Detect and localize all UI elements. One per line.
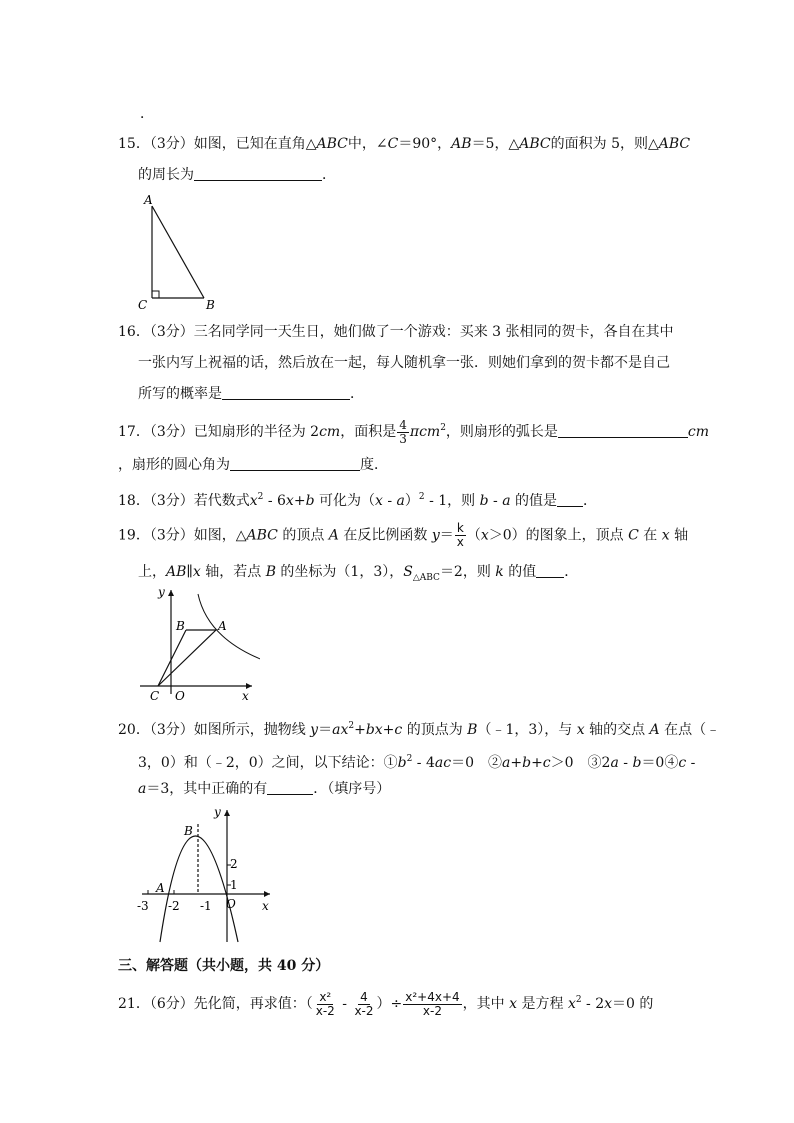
- q20-line1: [118, 716, 720, 740]
- var-abc: ABC: [519, 136, 551, 152]
- text: +: [531, 755, 543, 771]
- text: - 6: [263, 493, 286, 509]
- text: ，面积是: [340, 424, 397, 440]
- var-x: x: [567, 996, 576, 1012]
- text: 21．（6分）先化简，再求值：（: [118, 996, 313, 1012]
- label-y: y: [214, 805, 221, 819]
- answer-blank[interactable]: [557, 492, 583, 507]
- label-a: A: [144, 193, 153, 207]
- var-abc: ABC: [246, 527, 278, 544]
- q19-line1: [118, 522, 688, 549]
- var-c: c: [394, 722, 403, 738]
- var-a: a: [138, 781, 147, 797]
- text: 17．（3分）已知扇形的半径为 2: [118, 424, 320, 440]
- text: ）÷: [376, 996, 403, 1012]
- y-axis-arrow: [168, 590, 174, 596]
- var-a: a: [502, 493, 511, 509]
- text: ＝: [318, 722, 333, 738]
- text: -: [686, 755, 696, 771]
- exp: 2: [348, 721, 355, 731]
- fraction-1: [314, 991, 337, 1018]
- text: 3，0）和（﹣2，0）之间，以下结论：①: [138, 755, 398, 771]
- exp: 2: [257, 492, 264, 502]
- var-b: b: [305, 493, 315, 509]
- stray-dot: ．: [140, 106, 154, 122]
- text: ）: [404, 493, 419, 509]
- text: ＞0 ③2: [550, 755, 611, 771]
- answer-blank[interactable]: [536, 563, 564, 578]
- var-x: x: [374, 493, 383, 509]
- exp: 2: [575, 995, 582, 1005]
- var-ab: AB: [166, 564, 187, 580]
- var-x: x: [509, 996, 518, 1012]
- exp: 2: [406, 754, 413, 764]
- var-x: x: [661, 527, 670, 544]
- unit-cm: cm: [687, 424, 710, 440]
- text: 的坐标为（1，3），: [275, 564, 404, 580]
- denominator: x: [456, 535, 464, 549]
- subscript: △ABC: [412, 572, 440, 583]
- x-axis-arrow: [264, 891, 270, 897]
- text: ＝: [439, 527, 454, 544]
- fraction-k-x: [455, 522, 466, 549]
- var-y: y: [431, 527, 440, 544]
- exp: 2: [418, 492, 425, 502]
- var-k: k: [495, 564, 504, 580]
- text: 15．（3分）如图，已知在直角△: [118, 136, 317, 152]
- q15-line1: [118, 134, 690, 154]
- label-a: A: [156, 881, 165, 895]
- denominator: x-2: [315, 1003, 335, 1018]
- denominator: x-2: [422, 1003, 442, 1018]
- var-b: b: [632, 755, 642, 771]
- term-ax: ax: [332, 722, 349, 738]
- text: 中，∠: [347, 136, 388, 152]
- q19-hyperbola-figure: [130, 582, 260, 704]
- text: 19．（3分）如图，△: [118, 527, 247, 544]
- label-y: y: [158, 585, 165, 599]
- text: （﹣1，3），与: [477, 722, 577, 738]
- label-b: B: [176, 619, 185, 633]
- side-ab: [152, 206, 204, 298]
- label-o: O: [226, 897, 236, 911]
- text: -: [618, 755, 633, 771]
- text: 的值是: [510, 493, 558, 509]
- label-m2: -2: [168, 899, 180, 913]
- text: +: [510, 755, 523, 771]
- q21-line: [118, 990, 653, 1018]
- fraction-4-3: [397, 419, 409, 446]
- text: - 2: [581, 996, 605, 1012]
- numerator: k: [456, 521, 464, 535]
- q16-line1: 16．（3分）三名同学同一天生日，她们做了一个游戏：买来 3 张相同的贺卡，各自在其中: [118, 324, 674, 340]
- segment-ac: [158, 630, 216, 686]
- answer-blank[interactable]: [558, 423, 688, 438]
- unit-cm: cm: [419, 424, 441, 440]
- term-ac: ac: [434, 755, 452, 771]
- text: 在: [638, 527, 662, 544]
- text: ．: [564, 564, 579, 580]
- var-b-point: B: [467, 722, 478, 738]
- var-abc: ABC: [658, 136, 691, 152]
- text: ＝2，则: [439, 564, 496, 580]
- q17-line2: [118, 455, 388, 475]
- label-x: x: [262, 899, 269, 913]
- text: 度．: [360, 457, 388, 473]
- answer-blank[interactable]: [230, 456, 360, 471]
- text: 在点（﹣: [659, 722, 721, 738]
- text: 可化为（: [314, 493, 375, 509]
- text: -: [337, 996, 352, 1012]
- text: ∥: [186, 564, 193, 580]
- numerator: 4: [399, 417, 407, 432]
- text: 的周长为: [138, 167, 194, 183]
- numerator: 4: [360, 989, 368, 1004]
- text: ＝0 ②: [451, 755, 502, 771]
- q20-line2: [138, 749, 695, 773]
- var-a: a: [396, 493, 405, 509]
- var-b: b: [522, 755, 532, 771]
- text: （: [466, 527, 481, 544]
- text: 在反比例函数: [338, 527, 432, 544]
- text: ．: [583, 493, 598, 509]
- numerator: x²: [319, 989, 332, 1004]
- var-s: S: [403, 564, 413, 580]
- text: ＞0）的图象上，顶点: [488, 527, 629, 544]
- var-a: A: [328, 527, 339, 544]
- text: - 1，则: [424, 493, 480, 509]
- text: 轴: [669, 527, 689, 544]
- q15-line2: [138, 165, 336, 185]
- label-o: O: [175, 689, 185, 703]
- text: ．: [350, 386, 364, 402]
- var-x: x: [604, 996, 613, 1012]
- var-x: x: [576, 722, 585, 738]
- text: ，其中: [462, 996, 510, 1012]
- exp: 2: [440, 423, 446, 433]
- text: ＝90°，: [398, 136, 452, 152]
- pi: π: [409, 424, 420, 440]
- answer-blank[interactable]: [222, 385, 350, 400]
- var-x: x: [249, 493, 258, 509]
- text: 18．（3分）若代数式: [118, 493, 250, 509]
- var-b: b: [397, 755, 407, 771]
- denominator: 3: [399, 431, 407, 446]
- answer-blank[interactable]: [194, 166, 322, 181]
- q15-triangle-figure: [130, 192, 230, 316]
- text: 的面积为 5，则△: [550, 136, 659, 152]
- q16-line3: [138, 384, 364, 404]
- text: ＝0 的: [612, 996, 654, 1012]
- text: ＝5，△: [471, 136, 520, 152]
- var-c: C: [628, 527, 639, 544]
- text: +: [382, 722, 395, 738]
- text: 的值: [503, 564, 537, 580]
- text: -: [488, 493, 503, 509]
- text: 轴，若点: [200, 564, 266, 580]
- var-y: y: [310, 722, 319, 738]
- var-x: x: [192, 564, 201, 580]
- answer-blank[interactable]: [267, 780, 313, 795]
- text: 上，: [138, 564, 166, 580]
- text: 轴的交点: [584, 722, 650, 738]
- var-x: x: [285, 493, 294, 509]
- text: 的顶点为: [402, 722, 468, 738]
- text: -: [382, 493, 397, 509]
- var-ab: AB: [451, 136, 472, 152]
- text: ＝0④: [641, 755, 679, 771]
- text: ，扇形的圆心角为: [118, 457, 230, 473]
- label-b: B: [184, 824, 193, 838]
- text: +: [293, 493, 306, 509]
- q16-line2: 一张内写上祝福的话，然后放在一起，每人随机拿一张．则她们拿到的贺卡都不是自己: [138, 355, 670, 371]
- text: +: [354, 722, 366, 738]
- hyperbola-curve: [198, 594, 260, 662]
- var-b: B: [265, 564, 276, 580]
- section-heading: 三、解答题（共小题，共 40 分）: [118, 958, 330, 974]
- text: 20．（3分）如图所示，抛物线: [118, 722, 311, 738]
- denominator: x-2: [354, 1003, 374, 1018]
- var-b: b: [479, 493, 489, 509]
- unit-cm: cm: [319, 424, 341, 440]
- text: ．（填序号）: [313, 781, 391, 797]
- numerator: x²+4x+4: [405, 989, 460, 1004]
- var-a: a: [502, 755, 511, 771]
- fraction-3: [403, 991, 461, 1018]
- text: ．: [322, 167, 336, 183]
- segment-bc: [158, 630, 186, 686]
- label-m3: -3: [137, 899, 149, 913]
- text: ，则扇形的弧长是: [445, 424, 558, 440]
- parabola-curve: [160, 836, 238, 942]
- var-c: c: [678, 755, 687, 771]
- term-bx: bx: [365, 722, 383, 738]
- var-c: c: [542, 755, 551, 771]
- var-a-point: A: [649, 722, 660, 738]
- label-2: 2: [230, 857, 238, 871]
- label-x: x: [242, 689, 249, 703]
- var-x: x: [480, 527, 489, 544]
- label-b: B: [206, 298, 215, 312]
- y-axis-arrow: [224, 810, 230, 816]
- fraction-2: [352, 991, 375, 1018]
- label-c: C: [150, 689, 160, 703]
- var-c: C: [387, 136, 399, 152]
- q18-line: [118, 487, 597, 511]
- right-angle-mark: [152, 291, 159, 298]
- label-m1: -1: [200, 899, 212, 913]
- text: 所写的概率是: [138, 386, 222, 402]
- label-a: A: [218, 619, 227, 633]
- q17-line1: [118, 418, 709, 446]
- text: 是方程: [517, 996, 568, 1012]
- q20-parabola-figure: [132, 796, 282, 946]
- text: - 4: [412, 755, 435, 771]
- var-abc: ABC: [316, 136, 348, 152]
- text: 的顶点: [277, 527, 329, 544]
- label-c: C: [138, 298, 148, 312]
- label-1: 1: [230, 878, 238, 892]
- var-a: a: [610, 755, 619, 771]
- text: ＝3，其中正确的有: [146, 781, 268, 797]
